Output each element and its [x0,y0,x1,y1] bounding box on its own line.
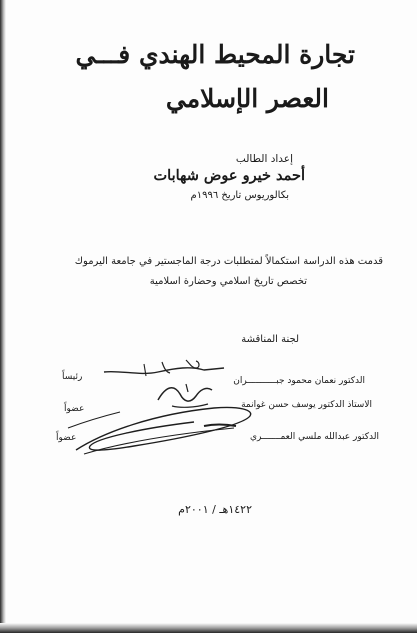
committee-member-2-name: الاستاذ الدكتور يوسف حسن غوانمة [241,400,372,410]
committee-member-3-name: الدكتور عبدالله ملسي العمـــــــري [250,432,379,442]
student-degree: بكالوريوس تاريخ ١٩٩٦م [190,190,289,201]
committee-member-3-role: عضواً [56,433,77,443]
thesis-date: ١٤٢٢هـ / ٢٠٠١م [178,503,252,516]
thesis-statement-line-1: قدمت هذه الدراسة استكمالاً لمتطلبات درجة الماجستير في جامعة اليرموك [74,256,383,267]
student-name: أحمد خيرو عوض شهابات [153,167,305,184]
thesis-title-line-2: العصر الإسلامي [165,84,329,113]
thesis-statement-line-2: تخصص تاريخ اسلامي وحضارة اسلامية [149,276,307,287]
committee-heading: لجنة المناقشة [241,334,299,345]
signature-member-3 [64,398,264,460]
committee-member-1-name: الدكتور نعمان محمود جبـــــــــــران [233,376,365,386]
scan-shadow-left [0,0,6,633]
thesis-title-line-1: تجارة المحيط الهندي فـــي [75,40,355,69]
committee-member-1-role: رئيساً [62,372,83,382]
committee-member-2-role: عضواً [64,404,85,414]
scan-shadow-bottom [0,623,417,633]
prepared-by-label: إعداد الطالب [235,153,293,165]
